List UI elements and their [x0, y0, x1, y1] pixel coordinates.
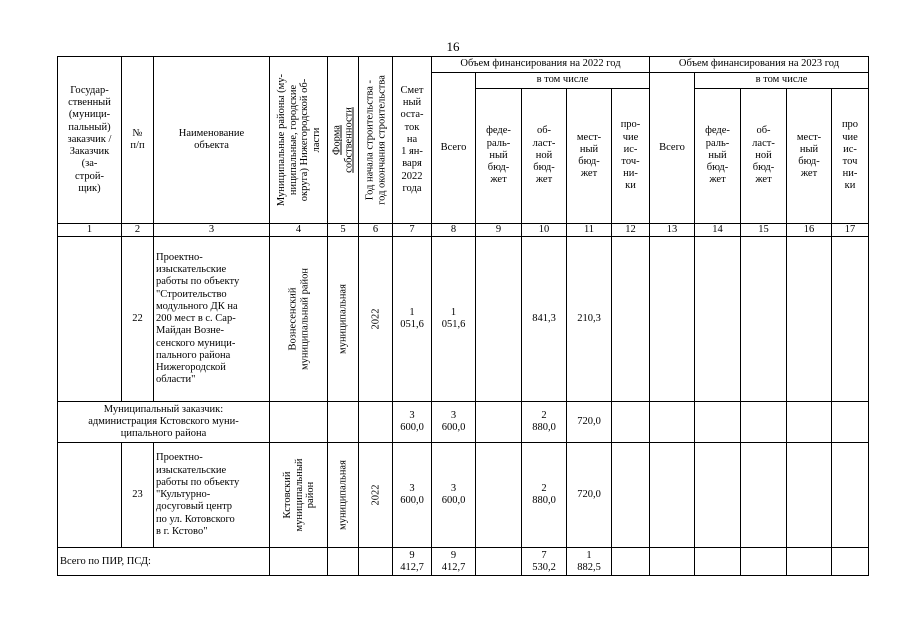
header-funding-2022: Объем финансирования на 2022 год [432, 57, 650, 73]
col-number: 16 [787, 224, 832, 237]
empty-cell [650, 402, 695, 443]
table-row [58, 402, 869, 443]
row23-total-2023 [650, 443, 695, 548]
col-number: 7 [393, 224, 432, 237]
empty-cell [612, 402, 650, 443]
row22-local-2022: 210,3 [567, 237, 612, 402]
header-object-name: Наименование объекта [154, 57, 270, 224]
column-numbers-row [58, 224, 869, 237]
col-number: 2 [122, 224, 154, 237]
empty-cell [328, 402, 359, 443]
kstovo-customer-label: Муниципальный заказчик: администрация Кстовского муни- ципального района [58, 402, 270, 443]
row23-estimate: 3 600,0 [393, 443, 432, 548]
row22-regional-2022: 841,3 [522, 237, 567, 402]
col-number: 10 [522, 224, 567, 237]
empty-cell [832, 548, 869, 576]
empty-cell [328, 548, 359, 576]
empty-cell [476, 548, 522, 576]
grand-total-estimate: 9 412,7 [393, 548, 432, 576]
header-estimate: Смет ный оста- ток на 1 ян- варя 2022 года [393, 57, 432, 224]
col-number: 14 [695, 224, 741, 237]
header-total-2023: Всего [650, 73, 695, 224]
empty-cell [741, 548, 787, 576]
col-number: 13 [650, 224, 695, 237]
kstovo-regional-2022: 2 880,0 [522, 402, 567, 443]
header-other-2022: про- чие ис- точ- ни- ки [612, 89, 650, 224]
row22-total-2023 [650, 237, 695, 402]
row22-other-2022 [612, 237, 650, 402]
empty-cell [787, 548, 832, 576]
row22-estimate: 1 051,6 [393, 237, 432, 402]
header-other-2023: про чие ис- точ ни- ки [832, 89, 869, 224]
row23-regional-2023 [741, 443, 787, 548]
row22-federal-2022 [476, 237, 522, 402]
row23-other-2023 [832, 443, 869, 548]
row22-regional-2023 [741, 237, 787, 402]
table-row [58, 237, 869, 402]
row22-customer [58, 237, 122, 402]
col-number: 12 [612, 224, 650, 237]
col-number: 15 [741, 224, 787, 237]
header-regional-2022: об- ласт- ной бюд- жет [522, 89, 567, 224]
empty-cell [359, 402, 393, 443]
row23-other-2022 [612, 443, 650, 548]
row22-district: Вознесенский муниципальный район [270, 237, 328, 402]
header-local-2023: мест- ный бюд- жет [787, 89, 832, 224]
row23-district: Кстовский муниципальный район [270, 443, 328, 548]
grand-total-local-2022: 1 882,5 [567, 548, 612, 576]
row22-local-2023 [787, 237, 832, 402]
header-num: № п/п [122, 57, 154, 224]
empty-cell [476, 402, 522, 443]
row22-federal-2023 [695, 237, 741, 402]
grand-total-regional-2022: 7 530,2 [522, 548, 567, 576]
col-number: 5 [328, 224, 359, 237]
col-number: 11 [567, 224, 612, 237]
row23-local-2022: 720,0 [567, 443, 612, 548]
grand-total-2022: 9 412,7 [432, 548, 476, 576]
financing-table [57, 56, 869, 576]
row23-ownership: муниципальная [328, 443, 359, 548]
table-row [58, 548, 869, 576]
header-customer: Государ- ственный (муници- пальный) заказчик / Заказчик (за- строй- щик) [58, 57, 122, 224]
header-including-2023: в том числе [695, 73, 869, 89]
kstovo-total-2022: 3 600,0 [432, 402, 476, 443]
col-number: 4 [270, 224, 328, 237]
header-total-2022: Всего [432, 73, 476, 224]
empty-cell [741, 402, 787, 443]
row22-ownership: муниципальная [328, 237, 359, 402]
row22-name: Проектно- изыскательские работы по объекту "Строительство модульного ДК на 200 мест в с. Сар- Майдан Вознe- сенского муници- пального района Нижегородской области" [154, 237, 270, 402]
header-regional-2023: об- ласт- ной бюд- жет [741, 89, 787, 224]
col-number: 9 [476, 224, 522, 237]
row23-year: 2022 [359, 443, 393, 548]
header-federal-2023: феде- раль- ный бюд- жет [695, 89, 741, 224]
header-districts: Муниципальные районы (му- ниципальные, городские округа) Нижегородской об- ласти [270, 57, 328, 224]
col-number: 8 [432, 224, 476, 237]
header-ownership: Форма собственности [328, 57, 359, 224]
row23-regional-2022: 2 880,0 [522, 443, 567, 548]
empty-cell [359, 548, 393, 576]
col-number: 17 [832, 224, 869, 237]
kstovo-local-2022: 720,0 [567, 402, 612, 443]
row22-num: 22 [122, 237, 154, 402]
kstovo-estimate: 3 600,0 [393, 402, 432, 443]
row23-customer [58, 443, 122, 548]
row23-federal-2022 [476, 443, 522, 548]
col-number: 3 [154, 224, 270, 237]
page-number: 16 [446, 39, 460, 54]
row22-year: 2022 [359, 237, 393, 402]
empty-cell [270, 548, 328, 576]
header-federal-2022: феде- раль- ный бюд- жет [476, 89, 522, 224]
col-number: 1 [58, 224, 122, 237]
row22-other-2023 [832, 237, 869, 402]
row23-num: 23 [122, 443, 154, 548]
header-funding-2023: Объем финансирования на 2023 год [650, 57, 869, 73]
empty-cell [695, 402, 741, 443]
row22-total-2022: 1 051,6 [432, 237, 476, 402]
empty-cell [612, 548, 650, 576]
empty-cell [695, 548, 741, 576]
empty-cell [270, 402, 328, 443]
header-local-2022: мест- ный бюд- жет [567, 89, 612, 224]
row23-local-2023 [787, 443, 832, 548]
row23-federal-2023 [695, 443, 741, 548]
empty-cell [650, 548, 695, 576]
empty-cell [787, 402, 832, 443]
empty-cell [832, 402, 869, 443]
col-number: 6 [359, 224, 393, 237]
grand-total-label: Всего по ПИР, ПСД: [58, 548, 270, 576]
row23-name: Проектно- изыскательские работы по объекту "Культурно- досуговый центр по ул. Котовского в г. Кстово" [154, 443, 270, 548]
header-including-2022: в том числе [476, 73, 650, 89]
row23-total-2022: 3 600,0 [432, 443, 476, 548]
table-row [58, 443, 869, 548]
header-years: Год начала строительства - год окончания строительства [359, 57, 393, 224]
